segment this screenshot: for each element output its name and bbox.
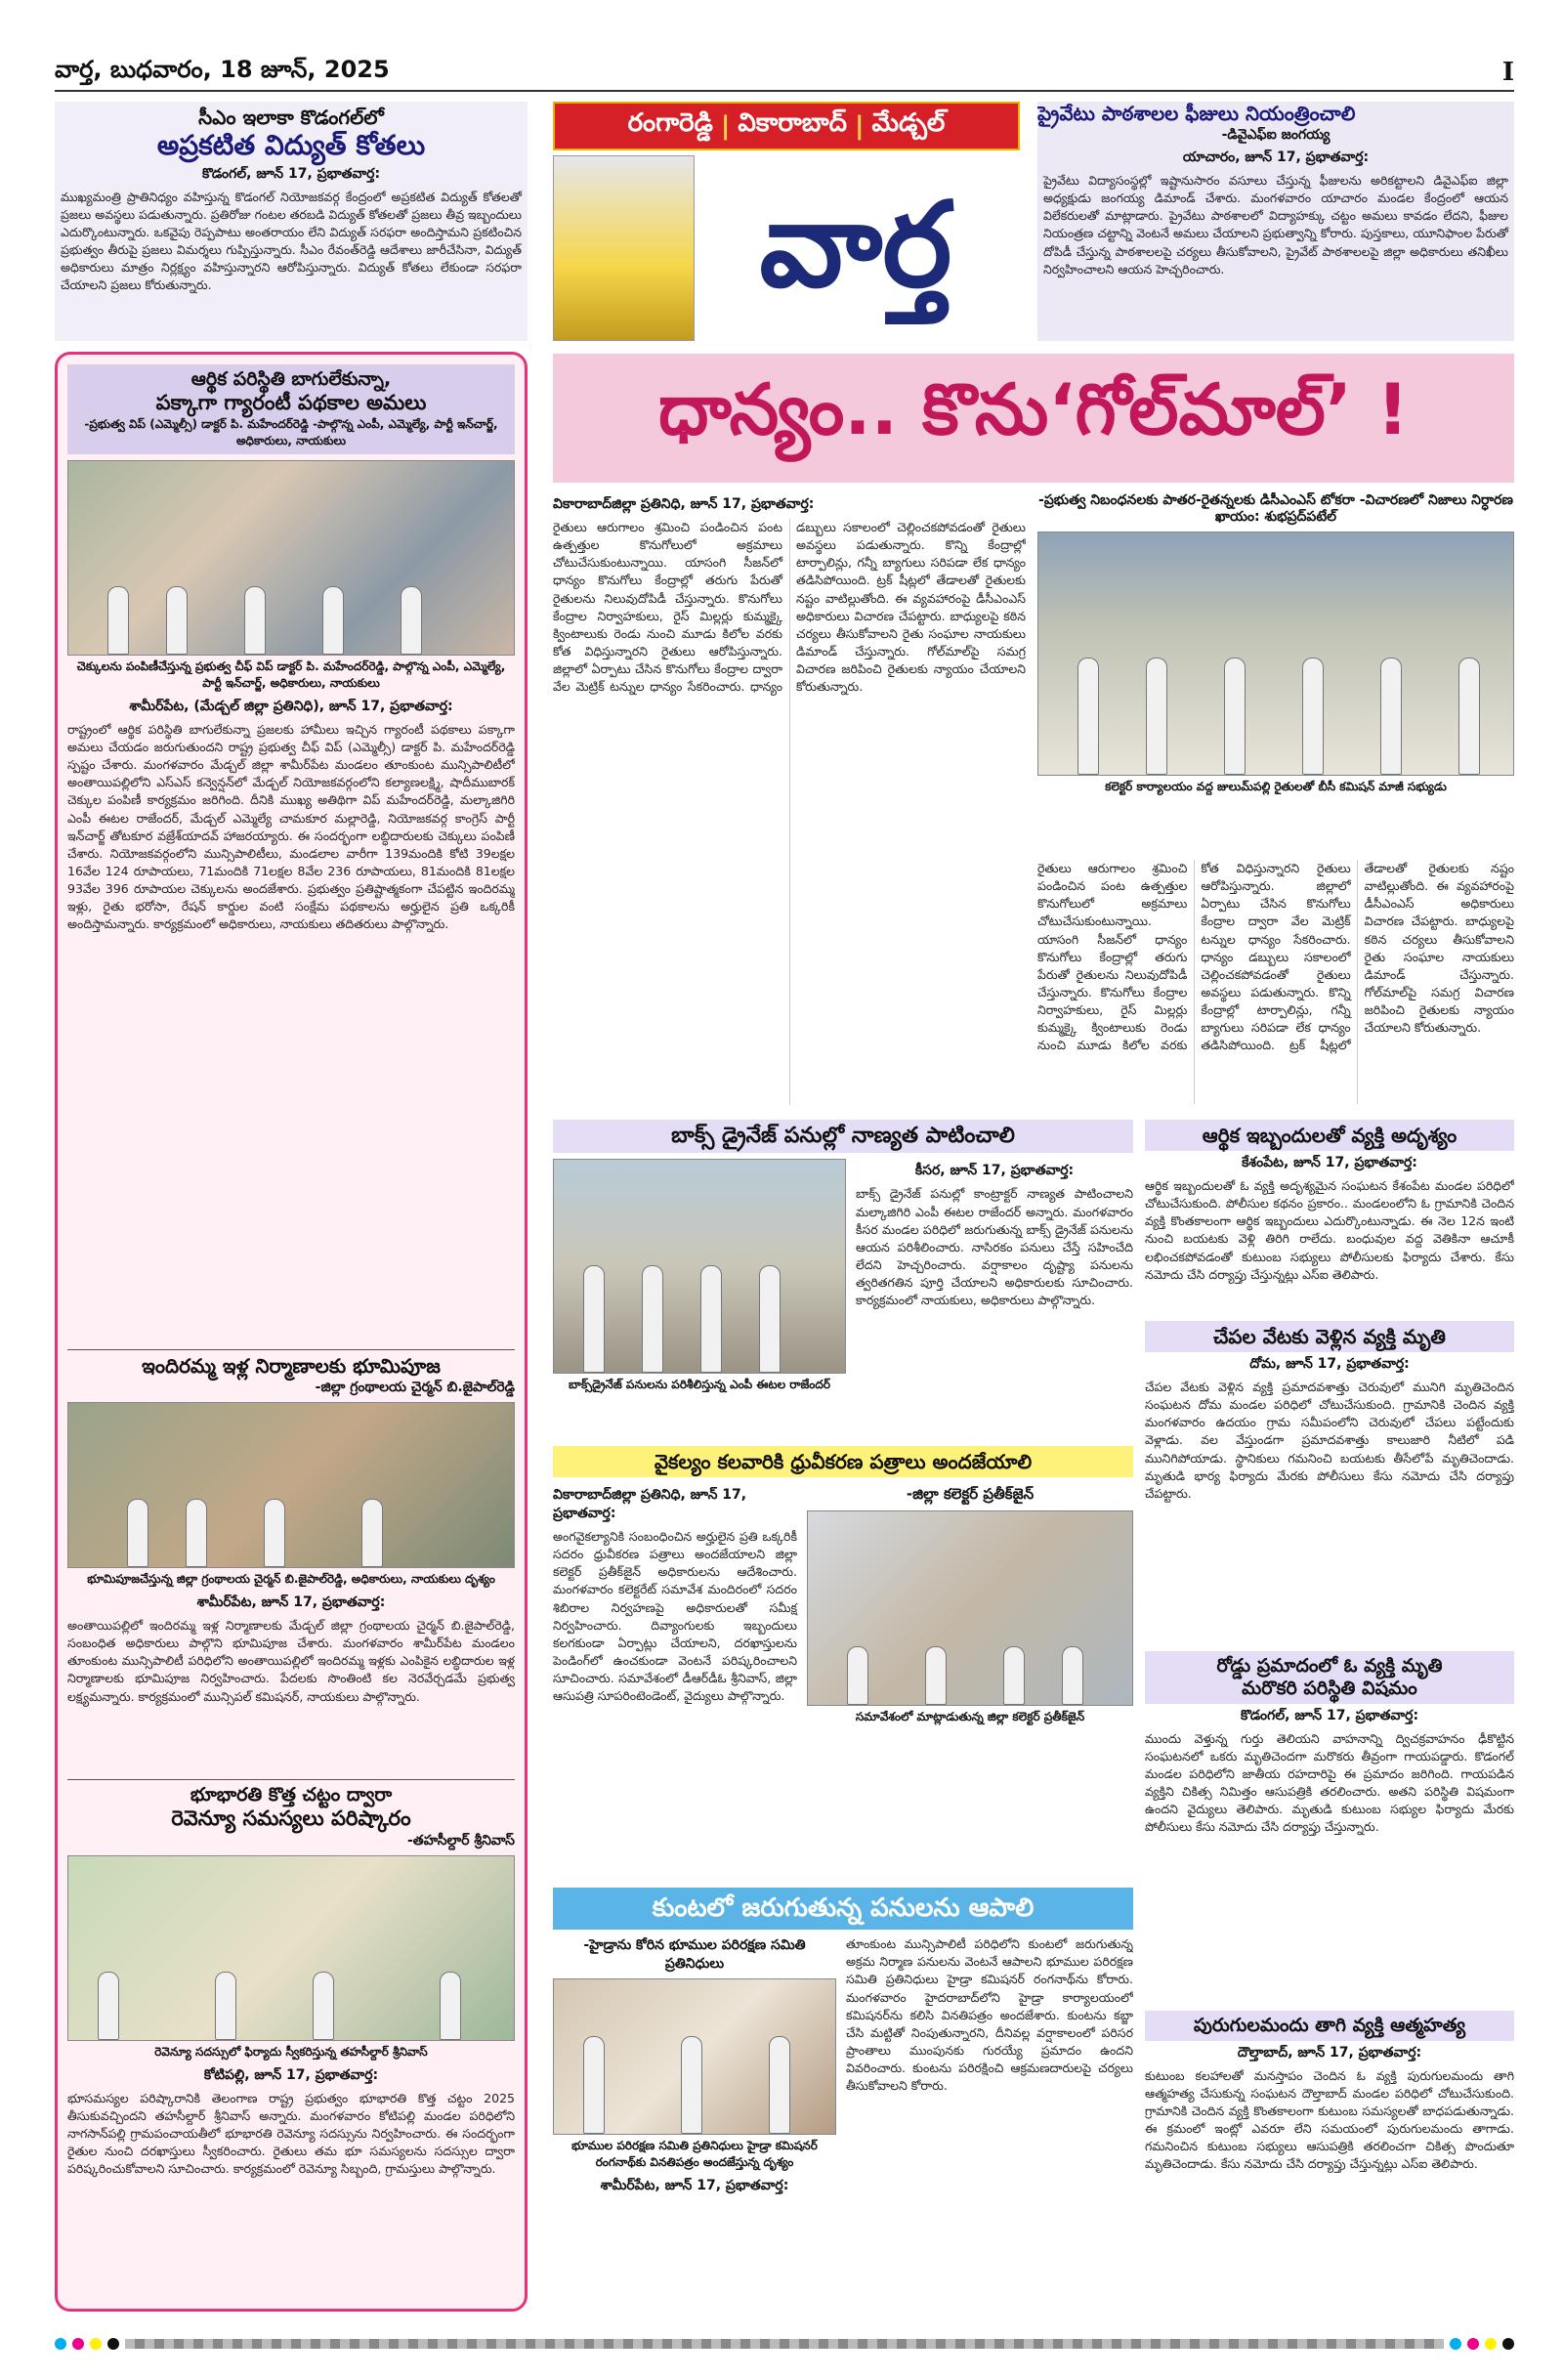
headline-line-1: ఆర్థిక పరిస్థితి బాగులేకున్నా, bbox=[190, 368, 392, 390]
headline-box bbox=[1145, 1651, 1514, 1704]
photo-drainage-inspection bbox=[553, 1159, 846, 1374]
headline: బాక్స్ డ్రైనేజ్ పనుల్లో నాణ్యత పాటించాలి bbox=[671, 1124, 1015, 1148]
article-guarantee-schemes bbox=[67, 364, 515, 1341]
page-number: I bbox=[1501, 58, 1514, 87]
article-bhubharati bbox=[67, 1779, 515, 2303]
print-registration-bar bbox=[55, 2337, 1514, 2351]
article-body: ప్రైవేటు విద్యాసంస్థల్లో ఇష్టానుసారం వసూలు చేస్తున్న ఫీజులను అరికట్టాలని డివైఎఫ్ఐ జిల్లా అధ్యక్షుడు జంగయ్య డిమాండ్ చేశారు. మంగళవారం యాచారం మండల కేంద్రంలో ఆయన విలేకరులతో మాట్లాడారు. ప్రైవేటు పాఠశాలలో విద్యాహక్కు చట్టం అమలు కావడం లేదని, ఫీజుల నియంత్రణ చట్టాన్ని వెంటనే అమలు చేయాలని ప్రభుత్వాన్ని కోరారు. పుస్తకాలు, యూనిఫాంల పేరుతో దోపిడీ చేస్తున్న పాఠశాలలపై చర్యలు తీసుకోవాలని, ప్రైవేట్ పాఠశాలలపై జిల్లా అధికారులు తనిఖీలు నిర్వహించాలని ఆయన హెచ్చరించారు. bbox=[1043, 173, 1508, 276]
photo-collector-meeting bbox=[807, 1510, 1133, 1706]
article-fishing-death bbox=[1145, 1321, 1514, 1643]
byline: -డివైఎఫ్ఐ జంగయ్య bbox=[1221, 127, 1331, 143]
photo-caption: చెక్కులను పంపిణీచేస్తున్న ప్రభుత్వ చీఫ్ విప్ డాక్టర్ పి. మహేందర్‌రెడ్డి, పాల్గొన్న ఎంపీ, ఎమ్మెల్యే, పార్టీ ఇన్‌చార్జ్, అధికారులు, నాయకులు bbox=[76, 659, 506, 690]
photo-caption: రెవెన్యూ సదస్సులో ఫిర్యాదు స్వీకరిస్తున్న తహసీల్దార్ శ్రీనివాస్ bbox=[154, 2044, 428, 2059]
headline-box bbox=[67, 364, 515, 454]
photo-revenue-meeting bbox=[67, 1855, 515, 2041]
kicker: సీఎం ఇలాకా కొడంగల్‌లో bbox=[198, 106, 384, 129]
headline-box bbox=[553, 1120, 1133, 1153]
article-power-cuts bbox=[55, 102, 528, 341]
dateline: శామీర్‌పేట, (మేడ్చల్ జిల్లా ప్రతినిధి), జూన్ 17, ప్రభాతవార్త: bbox=[129, 698, 453, 714]
dateline: కొడంగల్, జూన్ 17, ప్రభాతవార్త: bbox=[201, 165, 381, 182]
headline-box bbox=[1145, 1120, 1514, 1151]
main-headline: ధాన్యం.. కొను‘గోల్‌మాల్’ ! bbox=[657, 368, 1410, 450]
dateline: వార్త, బుధవారం, 18 జూన్, 2025 bbox=[55, 56, 390, 83]
article-road-accident bbox=[1145, 1651, 1514, 2003]
article-body: అంగవైకల్యానికి సంబంధించిన అర్హులైన ప్రతి ఒక్కరికీ సదరం ధ్రువీకరణ పత్రాలు అందజేయాలని జిల్లా కలెక్టర్ ప్రతీక్‌జైన్ అధికారులను ఆదేశించారు. మంగళవారం కలెక్టరేట్ సమావేశ మందిరంలో సదరం శిబిరాల నిర్వహణపై అధికారులతో సమీక్ష నిర్వహించారు. దివ్యాంగులకు ఇబ్బందులు కలగకుండా ఏర్పాట్లు చేయాలని, దరఖాస్తులను పెండింగ్‌లో ఉంచకుండా వెంటనే పరిష్కరించాలని సూచించారు. సమావేశంలో డీఆర్‌డీఓ శ్రీనివాస్, జిల్లా ఆసుపత్రి సూపరింటెండెంట్, వైద్యులు పాల్గొన్నారు. bbox=[553, 1529, 797, 1704]
photo-caption: కలెక్టర్ కార్యాలయం వద్ద జులుమ్‌పల్లి రైతులతో బీసీ కమిషన్ మాజీ సభ్యుడు bbox=[1105, 779, 1447, 793]
dateline: వికారాబాద్‌జిల్లా ప్రతినిధి, జూన్ 17, ప్రభాతవార్త: bbox=[553, 496, 815, 512]
headline: ప్రైవేటు పాఠశాలల ఫీజులు నియంత్రించాలి bbox=[1037, 102, 1356, 125]
page-header bbox=[55, 55, 1514, 92]
byline: -జిల్లా గ్రంథాలయ చైర్మన్ బి.జైపాల్‌రెడ్డి bbox=[315, 1380, 515, 1395]
district-medchal: మేడ్చల్ bbox=[871, 108, 946, 138]
article-box-drainage bbox=[553, 1120, 1133, 1432]
headline-line-2: మరొకరి పరిస్థితి విషమం bbox=[1242, 1677, 1417, 1699]
article-grain-continued bbox=[1037, 860, 1514, 1108]
article-man-missing bbox=[1145, 1120, 1514, 1315]
divider bbox=[67, 1779, 515, 1780]
headline-box bbox=[553, 1446, 1133, 1477]
left-feature-box bbox=[55, 352, 528, 2312]
article-body: చేపల వేటకు వెళ్లిన వ్యక్తి ప్రమాదవశాత్తు చెరువులో మునిగి మృతిచెందిన సంఘటన దోమ మండల పరిధిలో చోటుచేసుకుంది. గ్రామానికి చెందిన వ్యక్తి మంగళవారం ఉదయం గ్రామ సమీపంలోని చెరువులో చేపలు పట్టేందుకు వెళ్లాడు. వల వేస్తుండగా ప్రమాదవశాత్తు కాలుజారి నీటిలో పడి మునిగిపోయాడు. స్థానికులు గమనించి బయటకు తీసేలోపే మృతిచెందాడు. మృతుడి భార్య ఫిర్యాదు మేరకు పోలీసులు కేసు నమోదు చేసి దర్యాప్తు చేపట్టారు. bbox=[1145, 1380, 1514, 1501]
article-body: ముందు వెళ్తున్న గుర్తు తెలియని వాహనాన్ని ద్విచక్రవాహనం ఢీకొట్టిన సంఘటనలో ఒకరు మృతిచెందగా మరొకరు తీవ్రంగా గాయపడ్డారు. కొడంగల్ మండల పరిధిలోని జాతీయ రహదారిపై ఈ ప్రమాదం జరిగింది. గాయపడిన వ్యక్తిని చికిత్స నిమిత్తం ఆసుపత్రికి తరలించారు. అతని పరిస్థితి విషమంగా ఉందని వైద్యులు తెలిపారు. మృతుడి కుటుంబ సభ్యుల ఫిర్యాదు మేరకు పోలీసులు కేసు నమోదు చేసి దర్యాప్తు చేస్తున్నారు. bbox=[1145, 1730, 1514, 1835]
black-dot-icon bbox=[1502, 2338, 1514, 2350]
article-body: ముఖ్యమంత్రి ప్రాతినిధ్యం వహిస్తున్న కొడంగల్ నియోజకవర్గ కేంద్రంలో అప్రకటిత విద్యుత్ కోతలతో ప్రజలు అవస్థలు పడుతున్నారు. ప్రతిరోజు గంటల తరబడి విద్యుత్ కోతలతో ప్రజలు తీవ్ర ఇబ్బందులు ఎదుర్కొంటున్నారు. ఒకవైపు రెప్పపాటు అంతరాయం లేని విద్యుత్ సరఫరా అందిస్తామని ప్రకటించిన ప్రభుత్వం తీరుపై ప్రజలు విమర్శలు గుప్పిస్తున్నారు. సీఎం రేవంత్‌రెడ్డి ఆదేశాలు జారీచేసినా, విద్యుత్ అధికారులు మాత్రం నిర్లక్ష్యం వహిస్తున్నారని ఆరోపిస్తున్నారు. విద్యుత్ కోతలు లేకుండా సరఫరా చేయాలని ప్రజలు కోరుతున్నారు. bbox=[61, 189, 522, 293]
article-body: రైతులు ఆరుగాలం శ్రమించి పండించిన పంట ఉత్పత్తుల కొనుగోలులో అక్రమాలు చోటుచేసుకుంటున్నాయి. యాసంగి సీజన్‌లో ధాన్యం కొనుగోలు కేంద్రాల్లో తరుగు పేరుతో రైతులను నిలువుదోపిడీ చేస్తున్నారు. కొనుగోలు కేంద్రాల నిర్వాహకులు, రైస్ మిల్లర్లు కుమ్మక్కై క్వింటాలుకు రెండు నుంచి మూడు కిలోల వరకు కోత విధిస్తున్నారని రైతులు ఆరోపిస్తున్నారు. జిల్లాలో ఏర్పాటు చేసిన కొనుగోలు కేంద్రాల ద్వారా వేల మెట్రిక్ టన్నుల ధాన్యం సేకరించారు. ధాన్యం డబ్బులు సకాలంలో చెల్లించకపోవడంతో రైతులు అవస్థలు పడుతున్నారు. కొన్ని కేంద్రాల్లో టార్పాలిన్లు, గన్నీ బ్యాగులు సరిపడా లేక ధాన్యం తడిసిపోయింది. ట్రక్ షీట్లలో తేడాలతో రైతులకు నష్టం వాటిల్లుతోంది. ఈ వ్యవహారంపై డీసీఎంఎస్ అధికారులు విచారణ చేపట్టారు. బాధ్యులపై కఠిన చర్యలు తీసుకోవాలని రైతు సంఘాల నాయకులు డిమాండ్ చేస్తున్నారు. గోల్‌మాల్‌పై సమగ్ర విచారణ జరిపించి రైతులకు న్యాయం చేయాలని కోరుతున్నారు. bbox=[553, 520, 1026, 695]
headline: చేపల వేటకు వెళ్లిన వ్యక్తి మృతి bbox=[1213, 1325, 1446, 1348]
dateline: శామీర్‌పేట, జూన్ 17, ప్రభాతవార్త: bbox=[600, 2178, 789, 2194]
magenta-dot-icon bbox=[1467, 2338, 1479, 2350]
divider bbox=[67, 1349, 515, 1350]
headline-line-2: రెవెన్యూ సమస్యలు పరిష్కారం bbox=[171, 1806, 411, 1830]
article-school-fees bbox=[1037, 102, 1514, 341]
dateline: కోటిపల్లి, జూన్ 17, ప్రభాతవార్త: bbox=[203, 2066, 379, 2083]
headline: ఆర్థిక ఇబ్బందులతో వ్యక్తి అదృశ్యం bbox=[1202, 1124, 1457, 1147]
masthead bbox=[553, 102, 1020, 341]
headline: వైకల్యం కలవారికి ధ్రువీకరణ పత్రాలు అందజేయాలి bbox=[654, 1450, 1033, 1473]
dateline: శామీర్‌పేట, జూన్ 17, ప్రభాతవార్త: bbox=[196, 1594, 386, 1610]
cyan-dot-icon bbox=[1450, 2338, 1461, 2350]
headline-box bbox=[553, 1888, 1133, 1930]
headline-line-1: భూభారతి కొత్త చట్టం ద్వారా bbox=[190, 1784, 393, 1806]
headline-line-2: పక్కాగా గ్యారంటీ పథకాల అమలు bbox=[155, 390, 427, 414]
cyan-dot-icon bbox=[55, 2338, 66, 2350]
article-body: అంతాయిపల్లిలో ఇందిరమ్మ ఇళ్ల నిర్మాణాలకు మేడ్చల్ జిల్లా గ్రంథాలయ చైర్మన్ బి.జైపాల్‌రెడ్డి, సంబంధిత అధికారులు పాల్గొని భూమిపూజ చేశారు. మంగళవారం శామీర్‌పేట మండలం తూంకుంట మున్సిపాలిటీ పరిధిలోని అంతాయిపల్లిలో ఇందిరమ్మ ఇళ్లకు ఎంపికైన లబ్ధిదారుల ఇళ్ల నిర్మాణాలకు భూమిపూజ నిర్వహించారు. పేదలకు సొంతింటి కల నెరవేర్చడమే ప్రభుత్వ లక్ష్యమన్నారు. కార్యక్రమంలో మున్సిపల్ కమిషనర్, నాయకులు పాల్గొన్నారు. bbox=[67, 1618, 515, 1704]
article-body: ఆర్థిక ఇబ్బందులతో ఓ వ్యక్తి అదృశ్యమైన సంఘటన కేశంపేట మండల పరిధిలో చోటుచేసుకుంది. పోలీసుల కథనం ప్రకారం.. మండలంలోని ఓ గ్రామానికి చెందిన వ్యక్తి కొంతకాలంగా ఆర్థిక ఇబ్బందులు ఎదుర్కొంటున్నాడు. ఈ నెల 12న ఇంటి నుంచి బయటకు వెళ్లి తిరిగి రాలేదు. బంధువుల వద్ద వెతికినా ఆచూకీ లభించకపోవడంతో కుటుంబ సభ్యులు పోలీసులకు ఫిర్యాదు చేశారు. కేసు నమోదు చేసి దర్యాప్తు చేస్తున్నట్లు ఎస్‌ఐ తెలిపారు. bbox=[1145, 1178, 1514, 1282]
photo-cheque-distribution bbox=[67, 460, 515, 656]
article-body: తూంకుంట మున్సిపాలిటీ పరిధిలోని కుంటలో జరుగుతున్న అక్రమ నిర్మాణ పనులను వెంటనే ఆపాలని భూముల పరిరక్షణ సమితి ప్రతినిధులు హైడ్రా కమిషనర్ రంగనాథ్‌ను కోరారు. మంగళవారం హైదరాబాద్‌లోని హైడ్రా కార్యాలయంలో కమిషనర్‌ను కలిసి వినతిపత్రం అందజేశారు. కుంటను కబ్జా చేసి మట్టితో నింపుతున్నారని, దీనివల్ల వర్షాకాలంలో పరిసర ప్రాంతాలు ముంపునకు గురయ్యే ప్రమాదం ఉందని వివరించారు. కుంటను పరిరక్షించి ఆక్రమణదారులపై చర్యలు తీసుకోవాలని కోరారు. bbox=[846, 1936, 1133, 2094]
dateline: యాచారం, జూన్ 17, ప్రభాతవార్త: bbox=[1182, 149, 1370, 165]
photo-caption: భూముల పరిరక్షణ సమితి ప్రతినిధులు హైడ్రా కమిషనర్ రంగనాథ్‌కు వినతిపత్రం అందజేస్తున్న దృశ్యం bbox=[571, 2139, 818, 2170]
headline: ఇందిరమ్మ ఇళ్ల నిర్మాణాలకు భూమిపూజ bbox=[142, 1354, 441, 1378]
yellow-dot-icon bbox=[90, 2338, 102, 2350]
byline: -జిల్లా కలెక్టర్ ప్రతీక్‌జైన్ bbox=[906, 1485, 1035, 1503]
headline: పురుగులమందు తాగి వ్యక్తి ఆత్మహత్య bbox=[1193, 2015, 1466, 2036]
registration-strip bbox=[125, 2339, 1444, 2349]
photo-bhoomi-puja bbox=[67, 1402, 515, 1568]
photo-caption: సమావేశంలో మాట్లాడుతున్న జిల్లా కలెక్టర్ ప్రతీక్‌జైన్ bbox=[855, 1710, 1085, 1723]
byline: -ప్రభుత్వ విప్ (ఎమ్మెల్సీ) డాక్టర్ పి. మహేందర్‌రెడ్డి -పాల్గొన్న ఎంపీ, ఎమ్మెల్యే, పార్టీ ఇన్‌చార్జ్, అధికారులు, నాయకులు bbox=[84, 416, 498, 447]
dateline: వికారాబాద్‌జిల్లా ప్రతినిధి, జూన్ 17, ప్రభాతవార్త: bbox=[553, 1487, 747, 1521]
article-kunta-works bbox=[553, 1888, 1133, 2323]
district-rangareddy: రంగారెడ్డి bbox=[627, 108, 713, 138]
dateline: కొడంగల్, జూన్ 17, ప్రభాతవార్త: bbox=[1240, 1707, 1419, 1723]
headline: కుంటలో జరుగుతున్న పనులను ఆపాలి bbox=[652, 1893, 1035, 1923]
main-headline-banner bbox=[553, 354, 1514, 483]
district-vikarabad: వికారాబాద్ bbox=[738, 108, 847, 138]
article-grain-lead bbox=[553, 492, 1026, 1108]
article-body-continued: రైతులు ఆరుగాలం శ్రమించి పండించిన పంట ఉత్పత్తుల కొనుగోలులో అక్రమాలు చోటుచేసుకుంటున్నాయి. యాసంగి సీజన్‌లో ధాన్యం కొనుగోలు కేంద్రాల్లో తరుగు పేరుతో రైతులను నిలువుదోపిడీ చేస్తున్నారు. కొనుగోలు కేంద్రాల నిర్వాహకులు, రైస్ మిల్లర్లు కుమ్మక్కై క్వింటాలుకు రెండు నుంచి మూడు కిలోల వరకు కోత విధిస్తున్నారని రైతులు ఆరోపిస్తున్నారు. జిల్లాలో ఏర్పాటు చేసిన కొనుగోలు కేంద్రాల ద్వారా వేల మెట్రిక్ టన్నుల ధాన్యం సేకరించారు. ధాన్యం డబ్బులు సకాలంలో చెల్లించకపోవడంతో రైతులు అవస్థలు పడుతున్నారు. కొన్ని కేంద్రాల్లో టార్పాలిన్లు, గన్నీ బ్యాగులు సరిపడా లేక ధాన్యం తడిసిపోయింది. ట్రక్ షీట్లలో తేడాలతో రైతులకు నష్టం వాటిల్లుతోంది. ఈ వ్యవహారంపై డీసీఎంఎస్ అధికారులు విచారణ చేపట్టారు. బాధ్యులపై కఠిన చర్యలు తీసుకోవాలని రైతు సంఘాల నాయకులు డిమాండ్ చేస్తున్నారు. గోల్‌మాల్‌పై సమగ్ర విచారణ జరిపించి రైతులకు న్యాయం చేయాలని కోరుతున్నారు. bbox=[1037, 861, 1514, 1053]
separator-icon: | bbox=[854, 111, 865, 141]
article-disability-certificates bbox=[553, 1446, 1133, 1876]
newspaper-logo: వార్త bbox=[759, 176, 952, 314]
district-bar bbox=[553, 102, 1020, 150]
dateline: కీసర, జూన్ 17, ప్రభాతవార్త: bbox=[914, 1163, 1075, 1179]
article-body: కుటుంబ కలహాలతో మనస్తాపం చెందిన ఓ వ్యక్తి పురుగులమందు తాగి ఆత్మహత్య చేసుకున్న సంఘటన దౌల్తాబాద్ మండల పరిధిలో చోటుచేసుకుంది. గ్రామానికి చెందిన వ్యక్తి కొంతకాలంగా కుటుంబ సమస్యలతో బాధపడుతున్నాడు. ఈ క్రమంలో ఇంట్లో ఎవరూ లేని సమయంలో పురుగులమందు తాగాడు. గమనించిన కుటుంబ సభ్యులు ఆసుపత్రికి తరలించగా చికిత్స పొందుతూ మృతిచెందాడు. కేసు నమోదు చేసి దర్యాప్తు చేస్తున్నట్లు ఎస్‌ఐ తెలిపారు. bbox=[1145, 2067, 1514, 2172]
photo-caption: భూమిపూజచేస్తున్న జిల్లా గ్రంథాలయ చైర్మన్ బి.జైపాల్‌రెడ్డి, అధికారులు, నాయకులు దృశ్యం bbox=[87, 1572, 495, 1586]
article-suicide bbox=[1145, 2011, 1514, 2323]
article-indiramma-houses bbox=[67, 1349, 515, 1771]
article-body: బాక్స్ డ్రైనేజ్ పనుల్లో కాంట్రాక్టర్ నాణ్యత పాటించాలని మల్కాజిగిరి ఎంపీ ఈటల రాజేందర్ అన్నారు. మంగళవారం కీసర మండల పరిధిలో జరుగుతున్న బాక్స్ డ్రైనేజ్ పనులను ఆయన పరిశీలించారు. నాసిరకం పనులు చేస్తే సహించేది లేదని హెచ్చరించారు. వర్షాకాలం దృష్ట్యా పనులను త్వరితగతిన పూర్తి చేయాలని అధికారులకు సూచించారు. కార్యక్రమంలో నాయకులు, అధికారులు పాల్గొన్నారు. bbox=[856, 1186, 1133, 1308]
article-body: రాష్ట్రంలో ఆర్థిక పరిస్థితి బాగులేకున్నా ప్రజలకు హామీలు ఇచ్చిన గ్యారంటీ పథకాలు పక్కాగా అమలు చేయడం జరుగుతుందని రాష్ట్ర ప్రభుత్వ చీఫ్ విప్ (ఎమ్మెల్సీ) డాక్టర్ పి. మహేందర్‌రెడ్డి స్పష్టం చేశారు. మంగళవారం మేడ్చల్ జిల్లా శామీర్‌పేట మండలం తూంకుంట మున్సిపాలిటీలో అంతాయిపల్లిలోని ఎస్‌ఎస్ కన్వెన్షన్‌లో మేడ్చల్ నియోజకవర్గంలోని కల్యాణలక్ష్మి, షాదీముబారక్ చెక్కుల పంపిణీ కార్యక్రమం జరిగింది. దీనికి ముఖ్య అతిథిగా విప్ మహేందర్‌రెడ్డి, మల్కాజిగిరి ఎంపీ ఈటల రాజేందర్, మేడ్చల్ ఎమ్మెల్యే చామకూర మల్లారెడ్డి, నియోజకవర్గ కాంగ్రెస్ పార్టీ ఇన్‌చార్జ్ తోటకూర వజ్రేశ్‌యాదవ్ హాజరయ్యారు. ఈ సందర్భంగా లబ్ధిదారులకు చెక్కులు పంపిణీ చేశారు. నియోజకవర్గంలోని మున్సిపాలిటీలు, మండలాల వారీగా 139మందికి కోటి 39లక్షల 16వేల 124 రూపాయలు, 71మందికి 71లక్షల 8వేల 236 రూపాయలు, 81మందికి 81లక్షల 93వేల 396 రూపాయల చెక్కులను అందజేశారు. ప్రభుత్వం ప్రతిష్టాత్మకంగా చేపట్టిన ఇందిరమ్మ ఇళ్లు, రైతు భరోసా, రేషన్ కార్డుల వంటి సంక్షేమ పథకాలను అర్హులైన ప్రతి ఒక్కరికీ అందిస్తామన్నారు. కార్యక్రమంలో అధికారులు, నాయకులు తదితరులు పాల్గొన్నారు. bbox=[67, 721, 515, 932]
headline-line-1: రోడ్డు ప్రమాదంలో ఓ వ్యక్తి మృతి bbox=[1216, 1655, 1443, 1677]
temple-photo bbox=[553, 155, 695, 341]
headline-box bbox=[1145, 2011, 1514, 2041]
yellow-dot-icon bbox=[1485, 2338, 1497, 2350]
headline-box bbox=[1145, 1321, 1514, 1352]
magenta-dot-icon bbox=[72, 2338, 84, 2350]
black-dot-icon bbox=[107, 2338, 119, 2350]
article-body: భూసమస్యల పరిష్కారానికి తెలంగాణ రాష్ట్ర ప్రభుత్వం భూభారతి కొత్త చట్టం 2025 తీసుకువచ్చిందని తహసీల్దార్ శ్రీనివాస్ అన్నారు. మంగళవారం కోటిపల్లి మండల పరిధిలోని నాగసాన్‌పల్లి గ్రామపంచాయతీలో భూభారతి రెవెన్యూ సదస్సును నిర్వహించారు. ఈ సందర్భంగా రైతుల నుంచి దరఖాస్తులు స్వీకరించారు. రైతులు తమ భూ సమస్యలను సదస్సుల ద్వారా పరిష్కరించుకోవాలని సూచించారు. కార్యక్రమంలో రెవెన్యూ సిబ్బంది, గ్రామస్తులు పాల్గొన్నారు. bbox=[67, 2090, 515, 2177]
separator-icon: | bbox=[720, 111, 731, 141]
byline: -హైడ్రాను కోరిన భూముల పరిరక్షణ సమితి ప్రతినిధులు bbox=[583, 1937, 806, 1973]
photo-hydraa-memorandum bbox=[553, 1978, 836, 2135]
byline: -తహసీల్దార్ శ్రీనివాస్ bbox=[407, 1832, 515, 1849]
dateline: కేశంపేట, జూన్ 17, ప్రభాతవార్త: bbox=[1242, 1155, 1417, 1170]
dateline: దోమ, జూన్ 17, ప్రభాతవార్త: bbox=[1249, 1356, 1410, 1372]
dateline: దౌల్తాబాద్, జూన్ 17, ప్రభాతవార్త: bbox=[1237, 2044, 1422, 2061]
photo-caption: బాక్స్‌డ్రైనేజ్ పనులను పరిశీలిస్తున్న ఎంపీ ఈటల రాజేందర్ bbox=[569, 1378, 830, 1392]
article-grain-photo bbox=[1037, 492, 1514, 854]
photo-farmers-collectorate bbox=[1037, 531, 1514, 776]
headline: అప్రకటిత విద్యుత్ కోతలు bbox=[156, 129, 426, 161]
subheadline: -ప్రభుత్వ నిబంధనలకు పాతర-రైతన్నలకు డిసీఎంఎస్ టోకరా -విచారణలో నిజాలు నిర్ధారణ ఖాయం: శుభప్రద్‌పటేల్ bbox=[1038, 492, 1513, 525]
